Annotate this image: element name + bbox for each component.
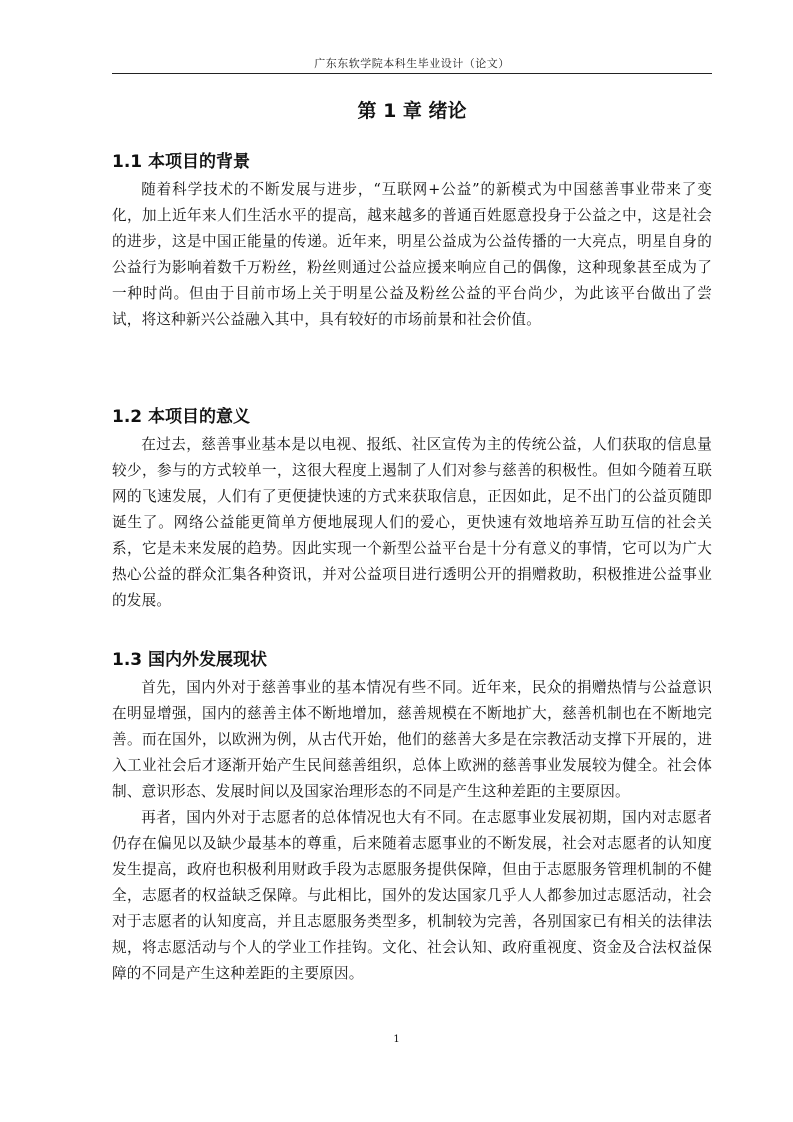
section-heading: 1.1 本项目的背景: [112, 152, 251, 172]
section-background: [112, 151, 712, 333]
section-heading: 1.2 本项目的意义: [112, 407, 251, 427]
paragraph: 再者，国内外对于志愿者的总体情况也大有不同。在志愿事业发展初期，国内对志愿者仍存在偏见以及缺少最基本的尊重，后来随着志愿事业的不断发展，社会对志愿者的认知度发生提高，政府也积极利用财政手段为志愿服务提供保障，但由于志愿服务管理机制的不健全，志愿者的权益缺乏保障。与此相比，国外的发达国家几乎人人都参加过志愿活动，社会对于志愿者的认知度高，并且志愿服务类型多，机制较为完善，各别国家已有相关的法律法规，将志愿活动与个人的学业工作挂钩。文化、社会认知、政府重视度、资金及合法权益保障的不同是产生这种差距的主要原因。: [112, 809, 712, 982]
paragraph: 在过去，慈善事业基本是以电视、报纸、社区宣传为主的传统公益，人们获取的信息量较少，参与的方式较单一，这很大程度上遏制了人们对参与慈善的积极性。但如今随着互联网的飞速发展，人们有了更便捷快速的方式来获取信息，正因如此，足不出门的公益页随即诞生了。网络公益能更简单方便地展现人们的爱心，更快速有效地培养互助互信的社会关系，它是未来发展的趋势。因此实现一个新型公益平台是十分有意义的事情，它可以为广大热心公益的群众汇集各种资讯，并对公益项目进行透明公开的捐赠救助，积极推进公益事业的发展。: [112, 436, 712, 609]
page-number: 1: [393, 1034, 400, 1045]
paragraph: 随着科学技术的不断发展与进步，“互联网+公益”的新模式为中国慈善事业带来了变化，加上近年来人们生活水平的提高，越来越多的普通百姓愿意投身于公益之中，这是社会的进步，这是中国正能量的传递。近年来，明星公益成为公益传播的一大亮点，明星自身的公益行为影响着数千万粉丝，粉丝则通过公益应援来响应自己的偶像，这种现象甚至成为了一种时尚。但由于目前市场上关于明星公益及粉丝公益的平台尚少，为此该平台做出了尝试，将这种新兴公益融入其中，具有较好的市场前景和社会价值。: [112, 181, 712, 328]
section-status: [112, 649, 712, 987]
section-heading: 1.3 国内外发展现状: [112, 650, 268, 670]
section-significance: [112, 406, 712, 614]
header-rule: [112, 73, 712, 74]
page-header: 广东东软学院本科生毕业设计（论文）: [314, 57, 510, 70]
paragraph: 首先，国内外对于慈善事业的基本情况有些不同。近年来，民众的捐赠热情与公益意识在明显增强，国内的慈善主体不断地增加，慈善规模在不断地扩大，慈善机制也在不断地完善。而在国外，以欧洲为例，从古代开始，他们的慈善大多是在宗教活动支撑下开展的，进入工业社会后才逐渐开始产生民间慈善组织，总体上欧洲的慈善事业发展较为健全。社会体制、意识形态、发展时间以及国家治理形态的不同是产生这种差距的主要原因。: [112, 679, 712, 800]
chapter-title: 第 1 章 绪论: [357, 100, 467, 122]
